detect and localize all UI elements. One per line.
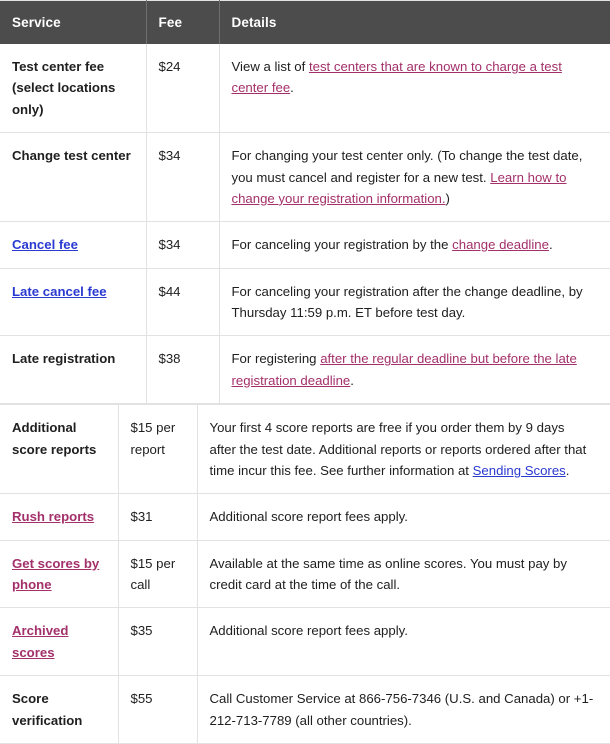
table-row [0,336,610,404]
cell-service [0,268,146,336]
fee-value: $34 [158,148,181,164]
column-header-service: Service [0,1,146,45]
cell-service [0,676,118,744]
fee-value: $44 [158,283,181,299]
service-link[interactable]: Cancel fee [12,237,78,253]
table-row [0,268,610,336]
cell-details [219,336,610,404]
fee-value: $15 per report [130,420,176,457]
cell-fee [146,268,219,336]
fee-value: $34 [158,237,181,253]
fee-value: $24 [158,59,181,74]
details-text: . [290,80,294,96]
service-link[interactable]: Archived scores [12,623,69,660]
cell-details [219,44,610,133]
details-text: Your first 4 score reports are free if you order them by 9 days after the test date. Additional reports or reports ordered after that time incur this fee. See further information at [209,420,587,478]
table-row [0,405,610,494]
cell-details [197,405,610,494]
table-row [0,540,610,608]
details-text: Call Customer Service at 866-756-7346 (U.S. and Canada) or +1-212-713-7789 (all other countries). [209,691,594,728]
details-text: For registering [231,351,321,367]
cell-fee [146,336,219,404]
table-row [0,494,610,540]
details-link[interactable]: Learn how to change your registration information. [231,169,567,206]
details-link[interactable]: after the regular deadline but before the late registration deadline [231,351,577,388]
service-label: Change test center [12,148,131,164]
details-link[interactable]: change deadline [452,237,549,253]
cell-service [0,608,118,676]
cell-service [0,133,146,222]
fee-table-score-report-fees [0,404,610,744]
cell-service [0,336,146,404]
service-label: Additional score reports [12,420,97,457]
cell-fee [146,222,219,268]
cell-fee [118,494,197,540]
details-text: . [350,372,354,388]
details-text: View a list of [231,59,309,74]
details-text: . [565,462,570,478]
fee-value: $55 [130,691,153,707]
fee-value: $15 per call [130,555,176,592]
cell-fee [118,540,197,608]
cell-fee [118,608,197,676]
service-link[interactable]: Get scores by phone [12,555,100,592]
cell-fee [146,133,219,222]
cell-details [219,133,610,222]
details-text: Additional score report fees apply. [209,623,408,639]
service-label: Test center fee (select locations only) [12,59,116,117]
details-text: For canceling your registration by the [231,237,453,253]
details-text: Additional score report fees apply. [209,509,408,525]
fee-value: $38 [158,351,181,367]
table-row [0,44,610,133]
cell-service [0,494,118,540]
fee-value: $31 [130,509,153,525]
cell-fee [146,44,219,133]
cell-service [0,222,146,268]
service-label: Score verification [12,691,83,728]
cell-service [0,44,146,133]
service-label: Late registration [12,351,116,367]
cell-details [197,676,610,744]
cell-details [219,268,610,336]
fee-value: $35 [130,623,153,639]
details-text: For canceling your registration after the change deadline, by Thursday 11:59 p.m. ET before test day. [231,283,583,320]
cell-fee [118,405,197,494]
service-link[interactable]: Rush reports [12,509,95,525]
cell-details [219,222,610,268]
cell-details [197,608,610,676]
details-link[interactable]: Sending Scores [472,462,566,478]
table-row [0,608,610,676]
table-row [0,222,610,268]
details-text: Available at the same time as online scores. You must pay by credit card at the time of the call. [209,555,567,592]
table-row [0,676,610,744]
column-header-details: Details [219,1,610,45]
cell-details [197,540,610,608]
details-link[interactable]: test centers that are known to charge a test center fee [231,59,562,96]
cell-fee [118,676,197,744]
table-row [0,133,610,222]
table-header-row [0,1,610,45]
details-text: For changing your test center only. (To change the test date, you must cancel and register for a new test. [231,148,583,185]
cell-service [0,540,118,608]
service-link[interactable]: Late cancel fee [12,283,107,299]
cell-service [0,405,118,494]
details-text: . [548,237,553,253]
cell-details [197,494,610,540]
column-header-fee: Fee [146,1,219,45]
details-text: ) [445,190,450,206]
